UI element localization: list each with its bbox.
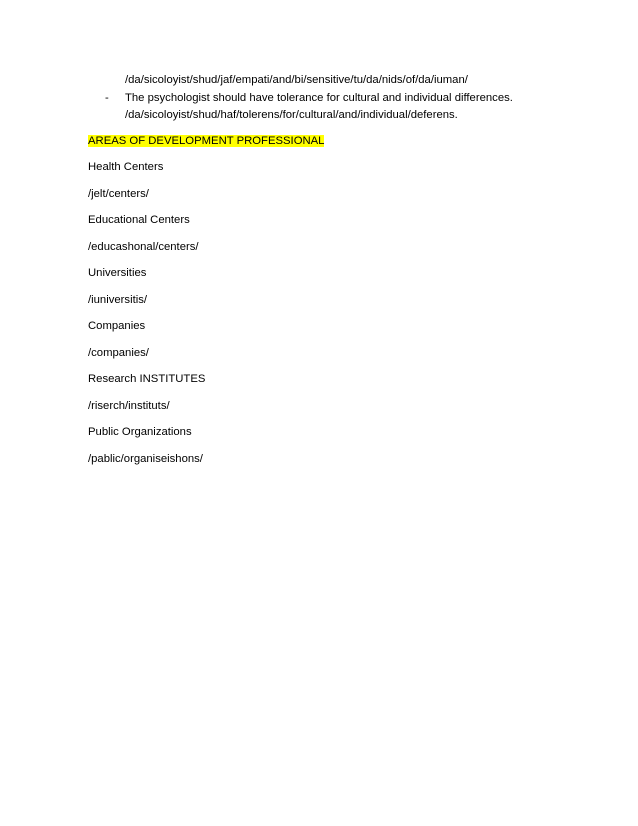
section-heading-text: AREAS OF DEVELOPMENT PROFESSIONAL xyxy=(88,135,325,147)
area-name: Companies xyxy=(88,320,146,332)
area-phonetic: /riserch/instituts/ xyxy=(88,400,170,412)
list-continuation-line: /da/sicoloyist/shud/jaf/empati/and/bi/sensitive/tu/da/nids/of/da/iuman/ xyxy=(125,74,468,86)
area-phonetic: /iuniversitis/ xyxy=(88,294,148,306)
area-phonetic: /pablic/organiseishons/ xyxy=(88,453,203,465)
area-name: Research INSTITUTES xyxy=(88,373,206,385)
area-name: Public Organizations xyxy=(88,426,192,438)
bullet-text: The psychologist should have tolerance for cultural and individual differences. xyxy=(125,92,513,104)
bullet-marker: - xyxy=(105,92,109,104)
area-name: Educational Centers xyxy=(88,214,190,226)
area-name: Universities xyxy=(88,267,147,279)
bullet-phonetic: /da/sicoloyist/shud/haf/tolerens/for/cultural/and/individual/deferens. xyxy=(125,109,458,121)
area-phonetic: /educashonal/centers/ xyxy=(88,241,199,253)
area-name: Health Centers xyxy=(88,161,164,173)
area-phonetic: /companies/ xyxy=(88,347,149,359)
area-phonetic: /jelt/centers/ xyxy=(88,188,149,200)
section-heading xyxy=(88,134,324,148)
